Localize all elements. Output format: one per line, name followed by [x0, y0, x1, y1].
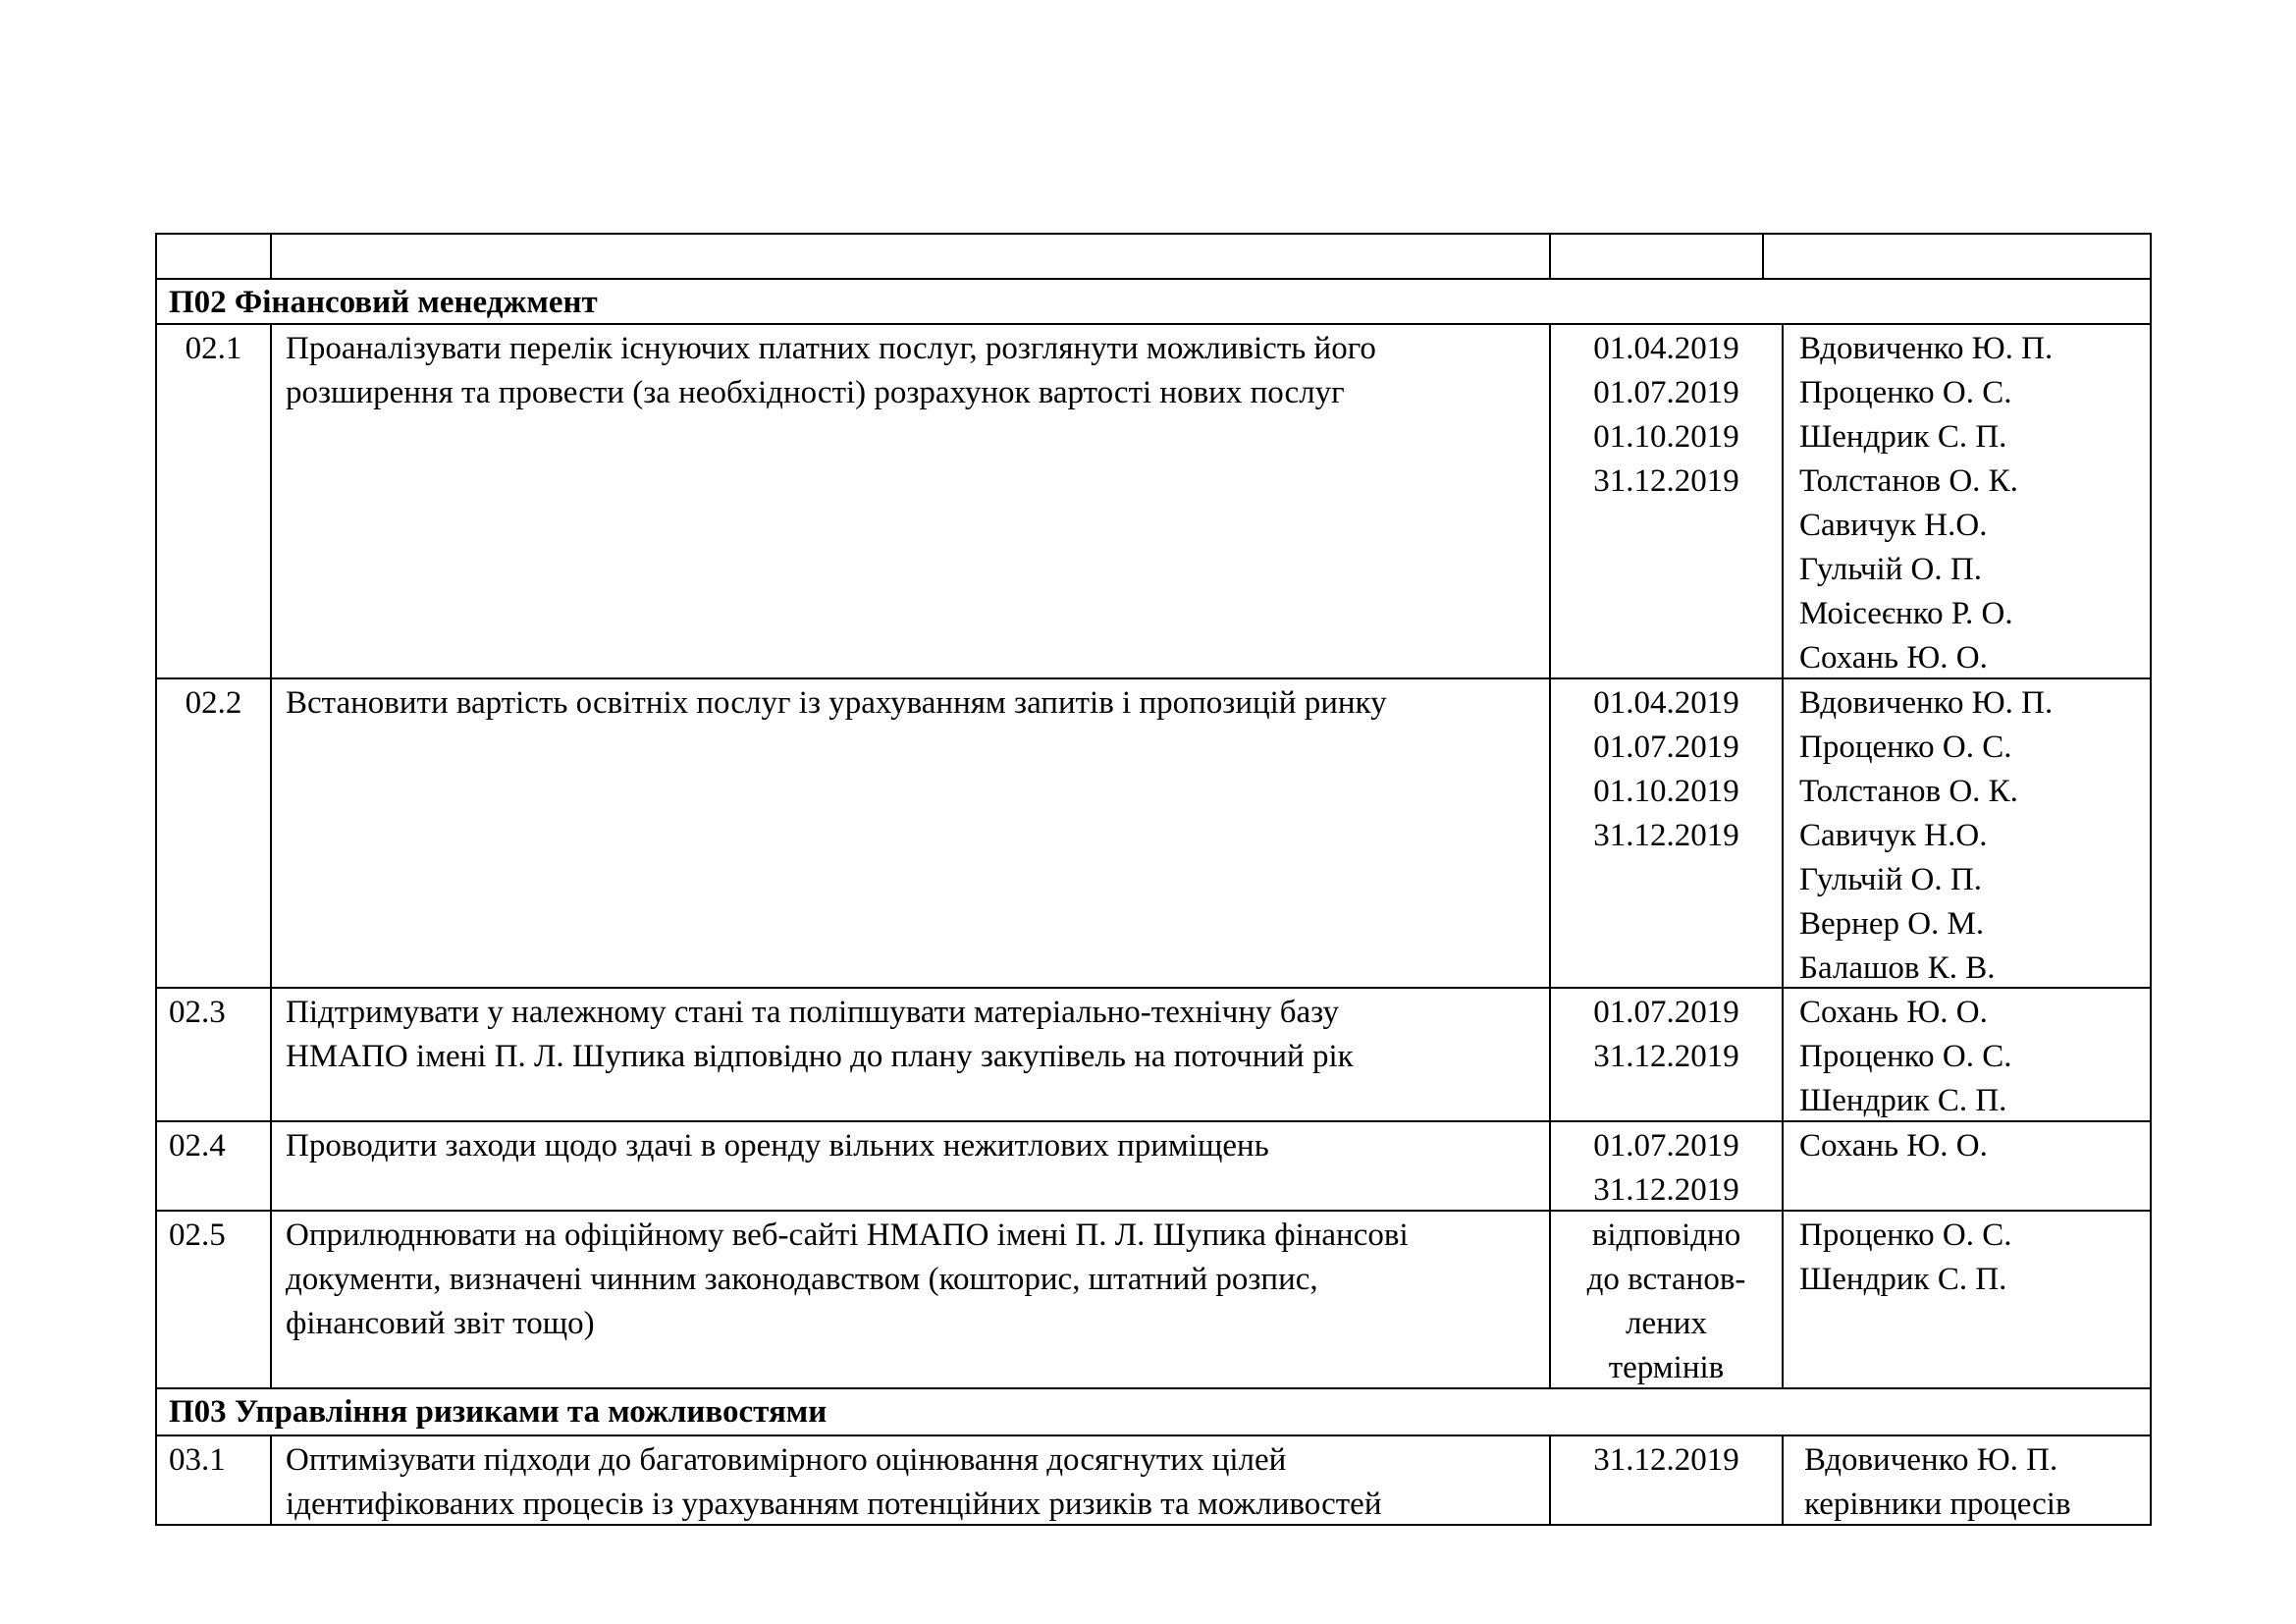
- responsible-persons: Сохань Ю. О. Проценко О. С. Шендрик С. П.: [1799, 995, 2012, 1118]
- table-border: [1782, 323, 1784, 1387]
- task-text: Оптимізувати підходи до багатовимірного оцінювання досягнутих цілей ідентифікованих процесів із урахуванням потенційних ризиків та можливостей: [286, 1442, 1382, 1522]
- table-border: [270, 233, 272, 278]
- responsible-persons: Вдовиченко Ю. П. Проценко О. С. Толстанов О. К. Савичук Н.О. Гульчій О. П. Вернер О. М. Балашов К. В.: [1799, 685, 2054, 986]
- due-dates: 01.07.2019 31.12.2019: [1593, 995, 1739, 1074]
- responsible-persons: Проценко О. С. Шендрик С. П.: [1799, 1218, 2012, 1297]
- due-dates: відповідно до встанов- лених термінів: [1586, 1218, 1746, 1385]
- table-border: [155, 233, 157, 1526]
- table-border: [1762, 233, 1764, 278]
- task-text: Оприлюднювати на офіційному веб-сайті НМАПО імені П. Л. Шупика фінансові документи, визначені чинним законодавством (кошторис, штатний розпис, фінансовий звіт тощо): [286, 1218, 1409, 1341]
- row-number: 02.2: [185, 685, 242, 721]
- section-heading: П02 Фінансовий менеджмент: [169, 285, 598, 320]
- table-border: [270, 323, 272, 1387]
- responsible-persons: Сохань Ю. О.: [1799, 1128, 1988, 1164]
- row-number: 02.3: [169, 995, 226, 1030]
- due-dates: 01.07.2019 31.12.2019: [1593, 1128, 1739, 1208]
- row-number: 03.1: [169, 1442, 226, 1478]
- section-heading: П03 Управління ризиками та можливостями: [169, 1394, 828, 1430]
- table-border: [270, 1435, 272, 1524]
- row-number: 02.5: [169, 1218, 226, 1253]
- table-border: [1782, 1435, 1784, 1524]
- table-border: [2150, 233, 2152, 1526]
- due-dates: 01.04.2019 01.07.2019 01.10.2019 31.12.2019: [1593, 685, 1739, 853]
- task-text: Проаналізувати перелік існуючих платних послуг, розглянути можливість його розширення та провести (за необхідності) розрахунок вартості нових послуг: [286, 331, 1376, 410]
- task-text: Підтримувати у належному стані та поліпшувати матеріально-технічну базу НМАПО імені П. Л. Шупика відповідно до плану закупівель на поточний рік: [286, 995, 1354, 1074]
- task-text: Проводити заходи щодо здачі в оренду вільних нежитлових приміщень: [286, 1128, 1269, 1164]
- row-number: 02.1: [185, 331, 242, 366]
- table-border: [155, 233, 2152, 235]
- table-border: [155, 1435, 2152, 1436]
- table-border: [1549, 233, 1551, 278]
- table-border: [155, 1210, 2152, 1212]
- due-dates: 31.12.2019: [1593, 1442, 1739, 1478]
- row-number: 02.4: [169, 1128, 226, 1164]
- responsible-persons: Вдовиченко Ю. П. керівники процесів: [1804, 1442, 2071, 1522]
- task-text: Встановити вартість освітніх послуг із урахуванням запитів і пропозицій ринку: [286, 685, 1387, 721]
- table-border: [155, 1387, 2152, 1389]
- responsible-persons: Вдовиченко Ю. П. Проценко О. С. Шендрик С. П. Толстанов О. К. Савичук Н.О. Гульчій О. П. Моісеєнко Р. О. Сохань Ю. О.: [1799, 331, 2054, 676]
- due-dates: 01.04.2019 01.07.2019 01.10.2019 31.12.2019: [1593, 331, 1739, 499]
- table-border: [155, 278, 2152, 280]
